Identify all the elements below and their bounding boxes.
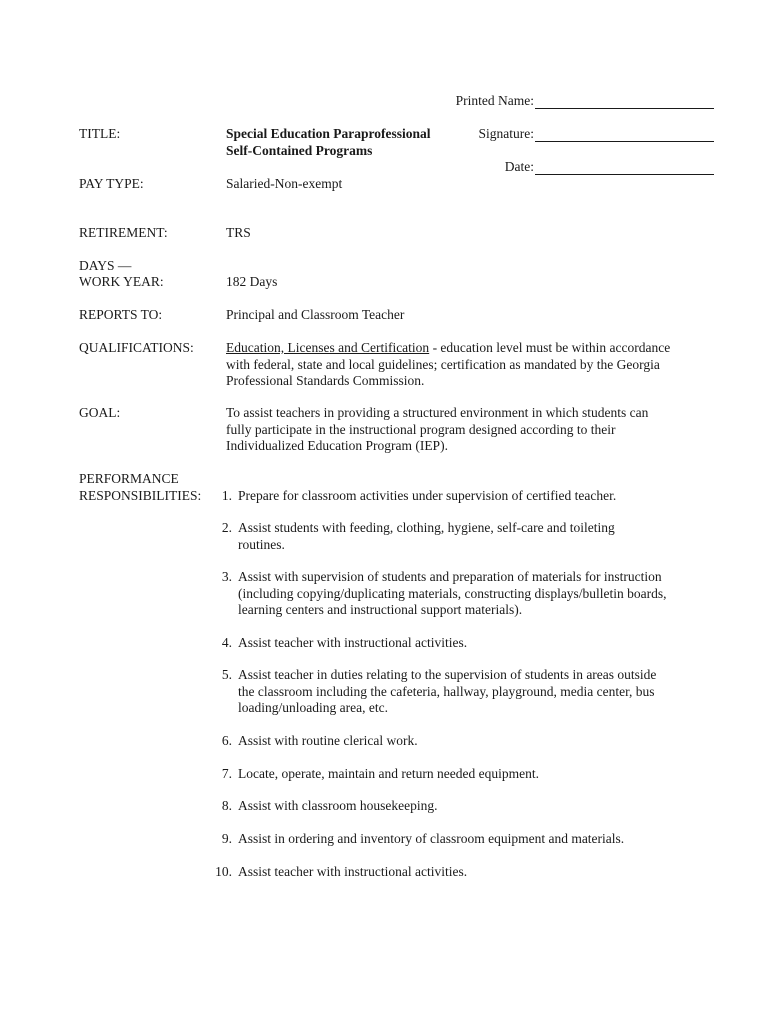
qualifications-label: QUALIFICATIONS: [79,340,194,355]
responsibility-item [206,831,686,848]
title-label: TITLE: [79,126,121,141]
responsibility-item [206,798,686,815]
item-number: 7. [221,766,232,781]
responsibility-item [206,667,676,717]
days-label-line2: WORK YEAR: [79,274,164,289]
item-number: 5. [221,667,232,682]
item-number: 9. [221,831,232,846]
goal-text: To assist teachers in providing a structured environment in which students can fully participate in the instructional program designed according to their Individualized Education Program (IEP). [226,405,649,453]
job-title-line1: Special Education Paraprofessional [226,126,431,141]
retirement-label: RETIREMENT: [79,225,168,240]
item-text: Assist students with feeding, clothing, hygiene, self-care and toileting routines. [238,520,615,552]
qualifications-body: - education level must be within accordance with federal, state and local guidelines; certification as mandated by the Georgia Professional Standards Commission. [226,340,671,388]
reports-to-label: REPORTS TO: [79,307,163,322]
item-text: Assist teacher in duties relating to the supervision of students in areas outside the classroom including the cafeteria, hallway, playground, media center, bus loading/unloading area, etc. [238,667,657,715]
reports-to-value: Principal and Classroom Teacher [226,307,405,322]
date-label: Date: [504,159,534,174]
item-number: 4. [221,635,232,650]
responsibility-item [206,766,686,783]
item-number: 1. [221,488,232,503]
goal-label: GOAL: [79,405,121,420]
item-text: Assist teacher with instructional activities. [238,864,468,879]
item-text: Assist with routine clerical work. [238,733,418,748]
performance-label-line1: PERFORMANCE [79,471,179,486]
responsibility-item [206,569,676,619]
printed-name-row [456,93,714,109]
job-title-line2: Self-Contained Programs [226,143,373,158]
pay-type-value: Salaried-Non-exempt [226,176,343,191]
item-number: 6. [221,733,232,748]
performance-label-line2: RESPONSIBILITIES: [79,488,202,503]
item-number: 3. [221,569,232,584]
item-text: Locate, operate, maintain and return needed equipment. [238,766,539,781]
qualifications-text [226,340,696,390]
pay-type-label: PAY TYPE: [79,176,144,191]
signature-row [479,126,715,142]
date-row [505,159,714,175]
days-label-line1: DAYS — [79,258,132,273]
item-text: Assist teacher with instructional activities. [238,635,468,650]
qualifications-heading: Education, Licenses and Certification [226,340,430,355]
item-text: Assist with supervision of students and preparation of materials for instruction (including copying/duplicating materials, constructing displays/bulletin boards, learning centers and instructional support materials). [238,569,667,617]
days-value: 182 Days [226,274,278,289]
item-number: 8. [221,798,232,813]
responsibility-item [206,733,686,750]
responsibility-item [206,488,686,505]
item-number: 10. [215,864,232,879]
responsibility-item [206,864,686,881]
item-text: Prepare for classroom activities under supervision of certified teacher. [238,488,617,503]
retirement-value: TRS [226,225,251,240]
date-field[interactable] [535,160,714,175]
item-text: Assist in ordering and inventory of classroom equipment and materials. [238,831,625,846]
printed-name-field[interactable] [535,94,714,109]
signature-label: Signature: [478,126,534,141]
item-number: 2. [221,520,232,535]
item-text: Assist with classroom housekeeping. [238,798,438,813]
responsibility-item [206,635,686,652]
signature-field[interactable] [535,127,714,142]
responsibility-item [206,520,636,553]
printed-name-label: Printed Name: [455,93,534,108]
